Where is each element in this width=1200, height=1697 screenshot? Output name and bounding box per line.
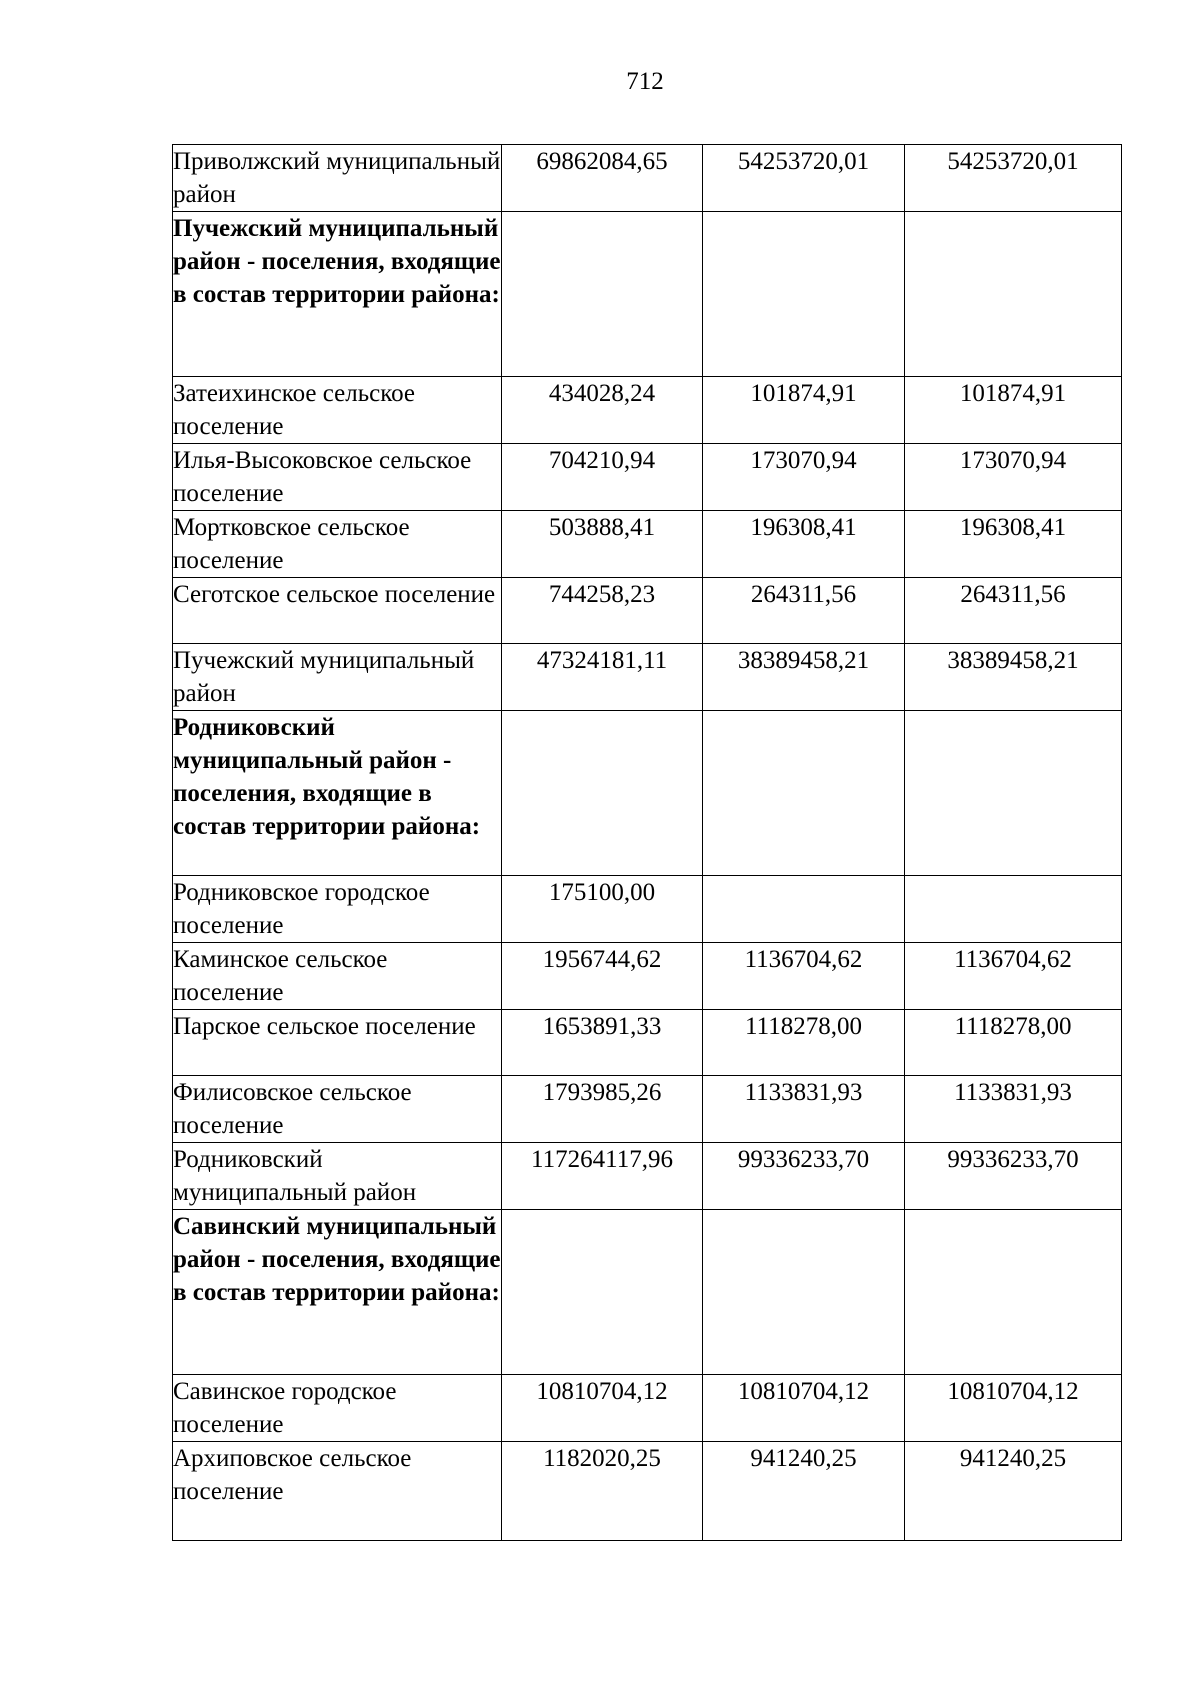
value-cell-2: 173070,94 [703,444,905,511]
section-header-row [173,1210,1122,1375]
value-cell-2 [703,212,905,377]
value-cell-3: 1136704,62 [905,943,1122,1010]
section-header-row [173,212,1122,377]
value-cell-1: 1956744,62 [502,943,703,1010]
row-name-cell: Приволжский муниципальный район [173,145,502,212]
value-cell-3: 173070,94 [905,444,1122,511]
value-cell-3: 38389458,21 [905,644,1122,711]
table-row [173,1442,1122,1541]
value-cell-1: 704210,94 [502,444,703,511]
row-name-cell: Филисовское сельское поселение [173,1076,502,1143]
row-name-cell: Родниковское городское поселение [173,876,502,943]
value-cell-1: 1793985,26 [502,1076,703,1143]
row-name-cell: Парское сельское поселение [173,1010,502,1076]
table-body [173,145,1122,1541]
row-name-cell: Каминское сельское поселение [173,943,502,1010]
value-cell-1: 434028,24 [502,377,703,444]
row-name-cell: Пучежский муниципальный район [173,644,502,711]
value-cell-2: 38389458,21 [703,644,905,711]
value-cell-3: 196308,41 [905,511,1122,578]
value-cell-1: 175100,00 [502,876,703,943]
table-row [173,644,1122,711]
section-header-cell: Родниковский муниципальный район - поселения, входящие в состав территории района: [173,711,502,876]
value-cell-2 [703,711,905,876]
row-name-cell: Затеихинское сельское поселение [173,377,502,444]
section-header-row [173,711,1122,876]
table-row [173,377,1122,444]
value-cell-1: 10810704,12 [502,1375,703,1442]
value-cell-1: 47324181,11 [502,644,703,711]
value-cell-2: 99336233,70 [703,1143,905,1210]
value-cell-2: 10810704,12 [703,1375,905,1442]
table-row [173,145,1122,212]
row-name-cell: Родниковский муниципальный район [173,1143,502,1210]
table-row [173,1375,1122,1442]
value-cell-3: 99336233,70 [905,1143,1122,1210]
value-cell-3 [905,212,1122,377]
value-cell-1: 1182020,25 [502,1442,703,1541]
value-cell-1 [502,1210,703,1375]
section-header-cell: Савинский муниципальный район - поселения, входящие в состав территории района: [173,1210,502,1375]
value-cell-2 [703,1210,905,1375]
value-cell-2: 941240,25 [703,1442,905,1541]
value-cell-2: 101874,91 [703,377,905,444]
value-cell-3: 54253720,01 [905,145,1122,212]
value-cell-1: 69862084,65 [502,145,703,212]
value-cell-1 [502,711,703,876]
value-cell-2: 1133831,93 [703,1076,905,1143]
value-cell-2: 196308,41 [703,511,905,578]
value-cell-2: 1118278,00 [703,1010,905,1076]
value-cell-3: 941240,25 [905,1442,1122,1541]
value-cell-2: 1136704,62 [703,943,905,1010]
table-row [173,1143,1122,1210]
value-cell-3: 1118278,00 [905,1010,1122,1076]
value-cell-2: 54253720,01 [703,145,905,212]
value-cell-3: 10810704,12 [905,1375,1122,1442]
value-cell-3 [905,1210,1122,1375]
value-cell-3 [905,711,1122,876]
value-cell-1: 744258,23 [502,578,703,644]
row-name-cell: Сеготское сельское поселение [173,578,502,644]
table-row [173,1076,1122,1143]
value-cell-2 [703,876,905,943]
table-row [173,511,1122,578]
value-cell-2: 264311,56 [703,578,905,644]
row-name-cell: Илья-Высоковское сельское поселение [173,444,502,511]
row-name-cell: Архиповское сельское поселение [173,1442,502,1541]
row-name-cell: Савинское городское поселение [173,1375,502,1442]
table-row [173,444,1122,511]
value-cell-3 [905,876,1122,943]
table-row [173,578,1122,644]
table-row [173,943,1122,1010]
table-row [173,876,1122,943]
row-name-cell: Мортковское сельское поселение [173,511,502,578]
section-header-cell: Пучежский муниципальный район - поселения, входящие в состав территории района: [173,212,502,377]
page-number: 712 [626,68,664,95]
value-cell-3: 264311,56 [905,578,1122,644]
budget-table [172,144,1122,1541]
value-cell-1: 503888,41 [502,511,703,578]
value-cell-3: 1133831,93 [905,1076,1122,1143]
value-cell-3: 101874,91 [905,377,1122,444]
table-row [173,1010,1122,1076]
value-cell-1: 1653891,33 [502,1010,703,1076]
value-cell-1 [502,212,703,377]
value-cell-1: 117264117,96 [502,1143,703,1210]
